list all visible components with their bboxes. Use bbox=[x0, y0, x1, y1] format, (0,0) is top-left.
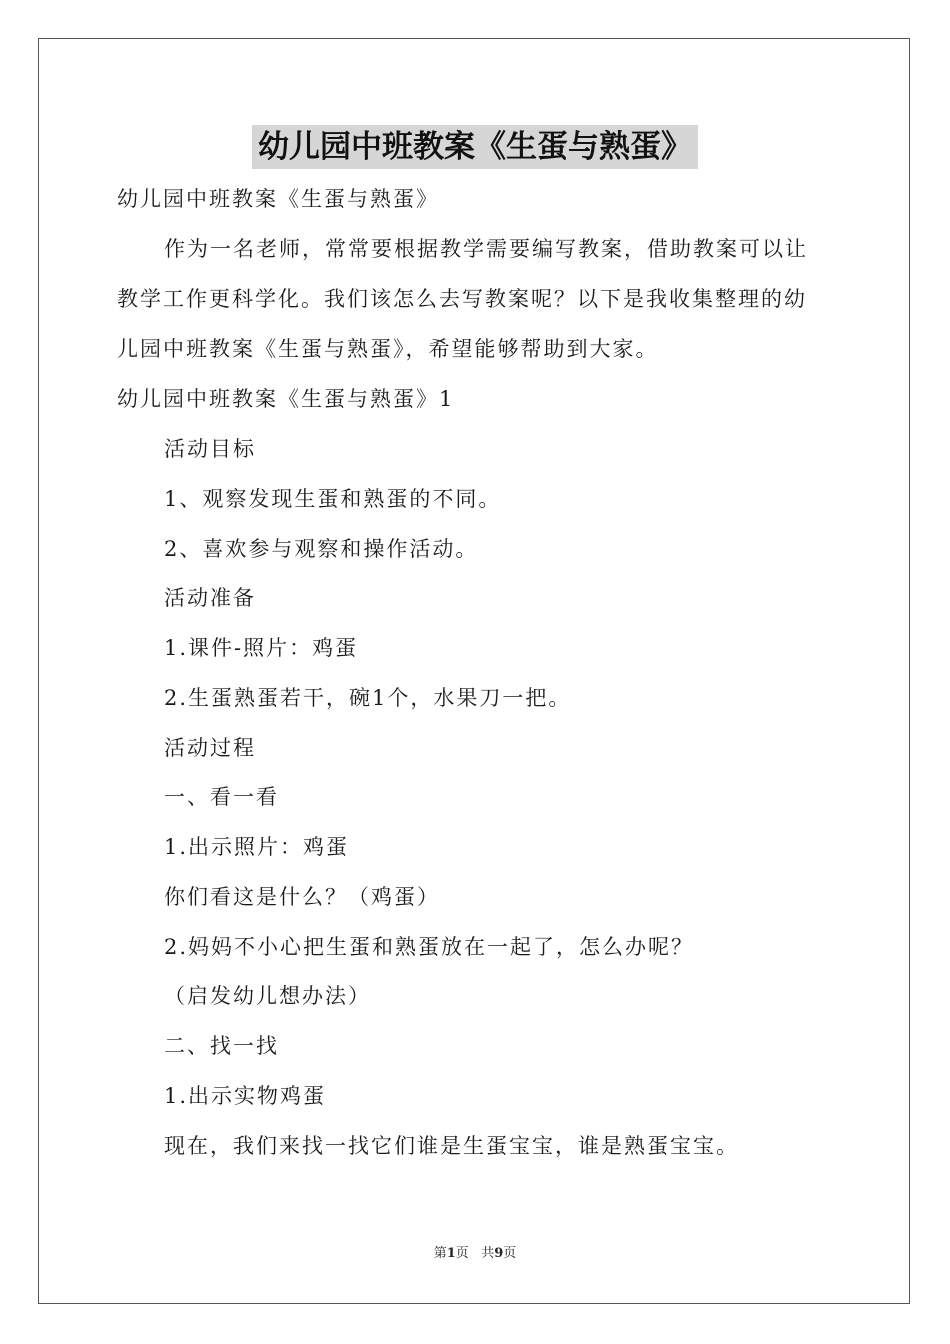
body-line-goal-2: 2、喜欢参与观察和操作活动。 bbox=[164, 537, 479, 561]
document-title: 幼儿园中班教案《生蛋与熟蛋》 bbox=[252, 125, 698, 169]
footer-page-suffix: 页 bbox=[455, 1246, 469, 1261]
footer-total-prefix: 共 bbox=[481, 1246, 495, 1261]
title-container bbox=[0, 125, 950, 169]
body-line-question: 你们看这是什么？（鸡蛋） bbox=[164, 885, 440, 909]
footer-page-prefix: 第 bbox=[433, 1246, 447, 1261]
page-border bbox=[38, 38, 910, 1304]
body-line-preparation: 活动准备 bbox=[164, 586, 256, 610]
intro-line-1: 作为一名老师，常常要根据教学需要编写教案，借助教案可以让 bbox=[164, 237, 808, 261]
body-line-step-2-text: 现在，我们来找一找它们谁是生蛋宝宝，谁是熟蛋宝宝。 bbox=[164, 1134, 739, 1158]
body-line-process: 活动过程 bbox=[164, 736, 256, 760]
body-line-prep-1: 1.课件-照片：鸡蛋 bbox=[164, 636, 359, 660]
footer-total-suffix: 页 bbox=[503, 1246, 517, 1261]
section-heading: 幼儿园中班教案《生蛋与熟蛋》1 bbox=[117, 387, 455, 411]
footer-total-pages: 9 bbox=[494, 1246, 504, 1261]
document-subtitle: 幼儿园中班教案《生蛋与熟蛋》 bbox=[117, 187, 439, 211]
body-line-step-1-1: 1.出示照片：鸡蛋 bbox=[164, 835, 350, 859]
body-line-step-1-2: 2.妈妈不小心把生蛋和熟蛋放在一起了，怎么办呢？ bbox=[164, 935, 695, 959]
body-line-prep-2: 2.生蛋熟蛋若干，碗1个，水果刀一把。 bbox=[164, 686, 572, 710]
intro-line-2: 教学工作更科学化。我们该怎么去写教案呢？以下是我收集整理的幼 bbox=[117, 287, 807, 311]
page-footer bbox=[0, 1245, 950, 1263]
body-line-hint: （启发幼儿想办法） bbox=[164, 984, 371, 1008]
body-line-goal-1: 1、观察发现生蛋和熟蛋的不同。 bbox=[164, 487, 502, 511]
body-line-step-2: 二、找一找 bbox=[164, 1034, 279, 1058]
intro-line-3: 儿园中班教案《生蛋与熟蛋》，希望能够帮助到大家。 bbox=[117, 337, 659, 361]
body-line-step-2-1: 1.出示实物鸡蛋 bbox=[164, 1084, 327, 1108]
body-line-activity-goal: 活动目标 bbox=[164, 437, 256, 461]
footer-page-number: 1 bbox=[446, 1246, 456, 1261]
body-line-step-1: 一、看一看 bbox=[164, 785, 279, 809]
